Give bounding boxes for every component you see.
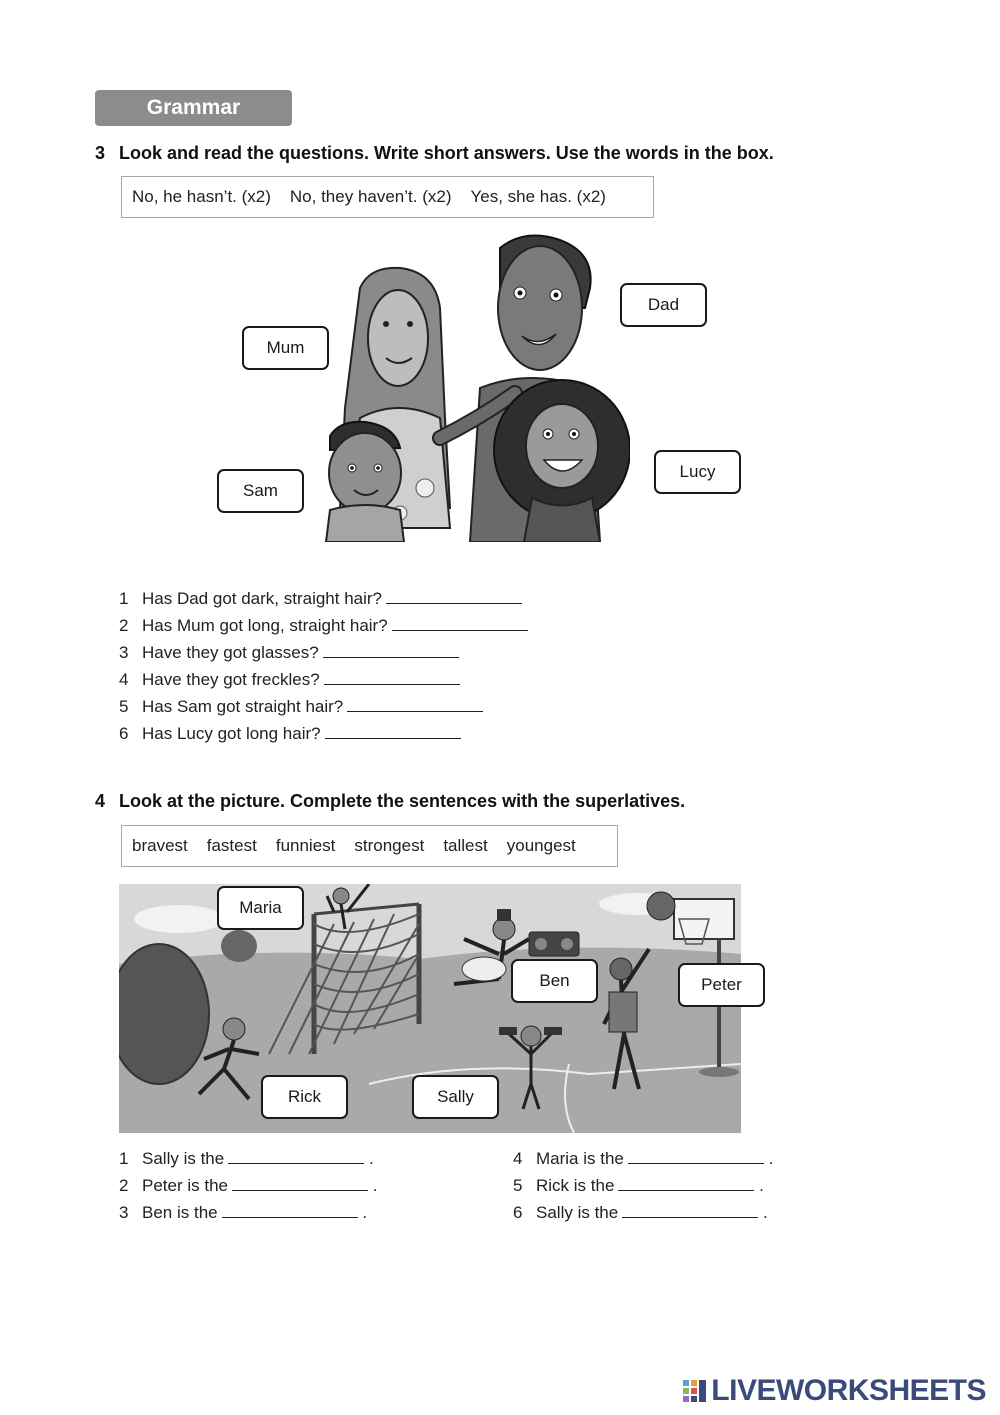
sentence-line (513, 1149, 773, 1169)
answer-blank[interactable] (325, 724, 461, 739)
section-badge: Grammar (95, 90, 292, 126)
word-box-item: tallest (443, 836, 488, 855)
answer-blank[interactable] (228, 1149, 364, 1164)
question-line (119, 589, 522, 609)
question-text: Have they got glasses? (142, 643, 319, 662)
question-number: 1 (119, 589, 129, 608)
sentence-end: . (768, 1149, 774, 1168)
question-text: Has Dad got dark, straight hair? (142, 589, 383, 608)
family-illustration (300, 228, 630, 542)
label-sam: Sam (217, 469, 304, 513)
word-box-item: strongest (354, 836, 425, 855)
answer-blank[interactable] (232, 1176, 368, 1191)
label-ben: Ben (511, 959, 598, 1003)
answer-blank[interactable] (222, 1203, 358, 1218)
sentence-text: Maria is the (536, 1149, 624, 1168)
question-line (119, 724, 461, 744)
word-box-item: funniest (275, 836, 336, 855)
question-number: 6 (119, 724, 129, 743)
question-text: Has Mum got long, straight hair? (142, 616, 388, 635)
sentence-text: Ben is the (142, 1203, 218, 1222)
exercise-instruction: Look and read the questions. Write short answers. Use the words in the box. (119, 143, 774, 163)
question-text: Have they got freckles? (142, 670, 320, 689)
answer-blank[interactable] (347, 697, 483, 712)
sentence-number: 6 (513, 1203, 523, 1222)
question-line (119, 643, 459, 663)
sentence-number: 5 (513, 1176, 523, 1195)
sentence-text: Sally is the (536, 1203, 619, 1222)
sentence-line (513, 1203, 768, 1223)
sam-figure (326, 422, 404, 542)
exercise-number: 3 (95, 143, 106, 163)
answer-blank[interactable] (622, 1203, 758, 1218)
sentence-end: . (759, 1176, 764, 1195)
sentence-number: 2 (119, 1176, 129, 1195)
question-number: 2 (119, 616, 129, 635)
question-number: 5 (119, 697, 129, 716)
sentence-text: Peter is the (142, 1176, 228, 1195)
sentence-text: Sally is the (142, 1149, 225, 1168)
logo-text: LIVEWORKSHEETS (711, 1374, 986, 1407)
answer-blank[interactable] (392, 616, 528, 631)
exercise-number: 4 (95, 791, 106, 811)
sentence-end: . (762, 1203, 768, 1222)
word-box-item: youngest (506, 836, 576, 855)
sentence-line (119, 1176, 377, 1196)
word-box-item: No, he hasn’t. (x2) (132, 187, 271, 206)
answer-blank[interactable] (628, 1149, 764, 1164)
answer-blank[interactable] (324, 670, 460, 685)
label-peter: Peter (678, 963, 765, 1007)
word-box-item: No, they haven’t. (x2) (289, 187, 452, 206)
question-text: Has Lucy got long hair? (142, 724, 321, 743)
label-maria: Maria (217, 886, 304, 930)
liveworksheets-logo (682, 1374, 986, 1408)
label-lucy: Lucy (654, 450, 741, 494)
word-box-item: Yes, she has. (x2) (470, 187, 606, 206)
answer-blank[interactable] (323, 643, 459, 658)
label-sally: Sally (412, 1075, 499, 1119)
word-box-item: bravest (132, 836, 188, 855)
exercise-4-heading (95, 791, 685, 812)
sentence-number: 3 (119, 1203, 129, 1222)
sentence-line (119, 1149, 374, 1169)
sentence-line (513, 1176, 764, 1196)
question-number: 3 (119, 643, 129, 662)
question-number: 4 (119, 670, 129, 689)
answer-blank[interactable] (386, 589, 522, 604)
word-box (121, 825, 618, 867)
sentence-end: . (372, 1176, 378, 1195)
answer-blank[interactable] (618, 1176, 754, 1191)
question-line (119, 670, 460, 690)
question-line (119, 697, 483, 717)
exercise-instruction: Look at the picture. Complete the sentences with the superlatives. (119, 791, 686, 811)
sentence-end: . (362, 1203, 368, 1222)
sentence-end: . (368, 1149, 374, 1168)
liveworksheets-logo-icon (682, 1378, 708, 1404)
label-mum: Mum (242, 326, 329, 370)
label-rick: Rick (261, 1075, 348, 1119)
sentence-line (119, 1203, 367, 1223)
sentence-text: Rick is the (536, 1176, 615, 1195)
sentence-number: 1 (119, 1149, 129, 1168)
word-box (121, 176, 654, 218)
question-text: Has Sam got straight hair? (142, 697, 344, 716)
label-dad: Dad (620, 283, 707, 327)
question-line (119, 616, 528, 636)
sentence-number: 4 (513, 1149, 523, 1168)
word-box-item: fastest (206, 836, 257, 855)
exercise-3-heading (95, 143, 774, 164)
